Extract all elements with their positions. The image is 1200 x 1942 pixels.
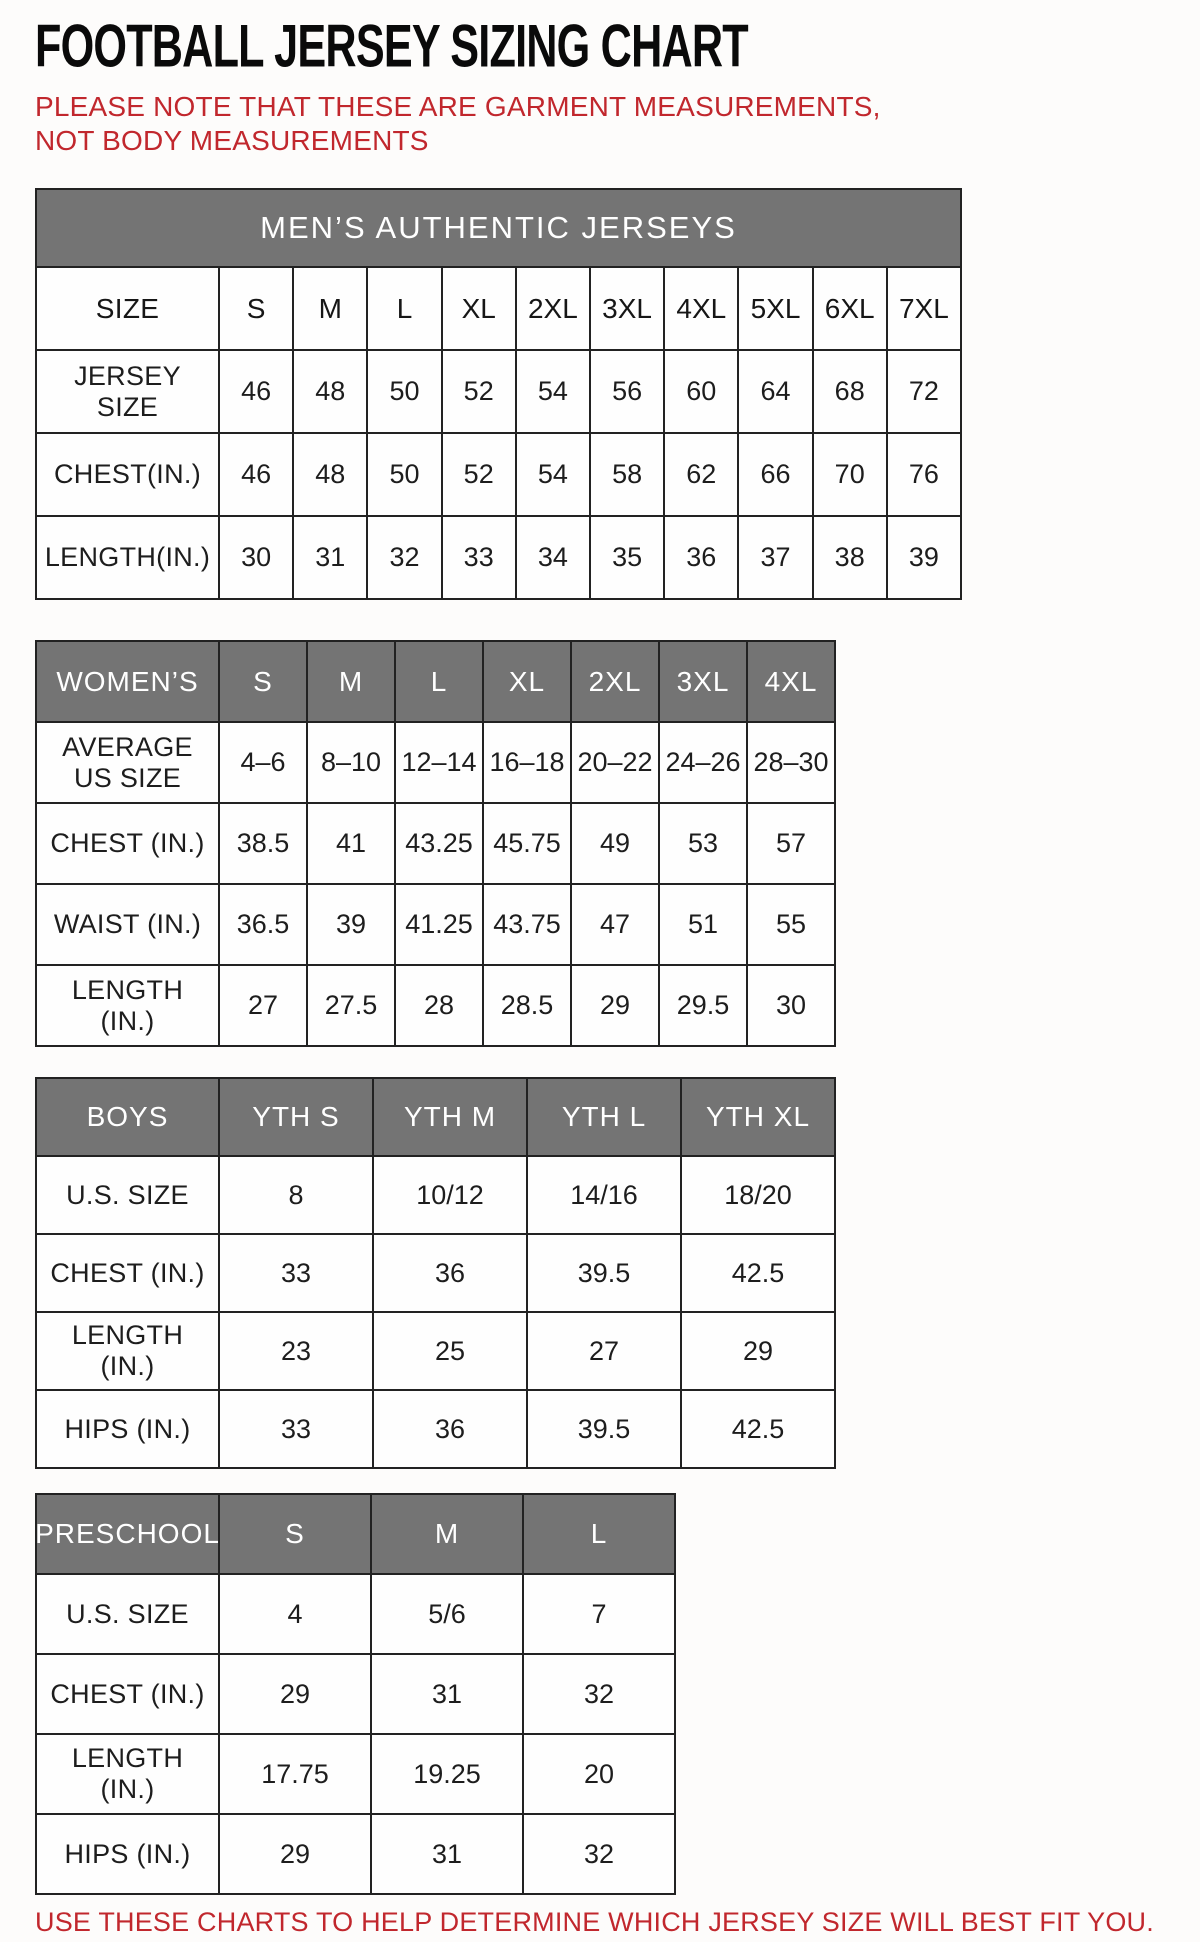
column-header-cell: YTH M (374, 1079, 526, 1155)
value-cell: 45.75 (484, 804, 570, 883)
row-label-cell: CHEST (IN.) (37, 1655, 218, 1733)
column-header-cell: XL (484, 642, 570, 721)
garment-measurements-note: PLEASE NOTE THAT THESE ARE GARMENT MEASUREMENTS, NOT BODY MEASUREMENTS (35, 91, 881, 157)
value-cell: 19.25 (372, 1735, 522, 1813)
value-cell: 17.75 (220, 1735, 370, 1813)
value-cell: 54 (517, 351, 589, 432)
value-cell: 49 (572, 804, 658, 883)
column-header-cell: 7XL (888, 268, 960, 349)
value-cell: 46 (220, 434, 292, 515)
footer-text: USE THESE CHARTS TO HELP DETERMINE WHICH JERSEY SIZE WILL BEST FIT YOU. (35, 1907, 1154, 1938)
column-header-cell: 2XL (572, 642, 658, 721)
row-label-cell: HIPS (IN.) (37, 1391, 218, 1467)
value-cell: 32 (524, 1815, 674, 1893)
column-header-cell: YTH L (528, 1079, 680, 1155)
value-cell: 27 (220, 966, 306, 1045)
value-cell: 41 (308, 804, 394, 883)
row-label-cell: CHEST (IN.) (37, 804, 218, 883)
value-cell: 68 (814, 351, 886, 432)
row-label-cell: CHEST(IN.) (37, 434, 218, 515)
value-cell: 54 (517, 434, 589, 515)
value-cell: 20 (524, 1735, 674, 1813)
table-banner: MEN’S AUTHENTIC JERSEYS (37, 190, 960, 266)
value-cell: 72 (888, 351, 960, 432)
value-cell: 35 (591, 517, 663, 598)
value-cell: 38 (814, 517, 886, 598)
value-cell: 32 (368, 517, 440, 598)
column-header-cell: L (524, 1495, 674, 1573)
column-header-cell: 6XL (814, 268, 886, 349)
row-label-cell: LENGTH(IN.) (37, 517, 218, 598)
value-cell: 39 (308, 885, 394, 964)
value-cell: 43.75 (484, 885, 570, 964)
page-title: FOOTBALL JERSEY SIZING CHART (35, 12, 748, 80)
value-cell: 28–30 (748, 723, 834, 802)
row-label-cell: U.S. SIZE (37, 1157, 218, 1233)
value-cell: 14/16 (528, 1157, 680, 1233)
row-label-cell: LENGTH (IN.) (37, 1313, 218, 1389)
value-cell: 31 (372, 1655, 522, 1733)
value-cell: 50 (368, 351, 440, 432)
value-cell: 33 (443, 517, 515, 598)
value-cell: 42.5 (682, 1235, 834, 1311)
value-cell: 56 (591, 351, 663, 432)
column-header-cell: SIZE (37, 268, 218, 349)
preschool-size-table (35, 1493, 676, 1895)
mens-size-table (35, 188, 962, 600)
value-cell: 48 (294, 434, 366, 515)
column-header-cell: 4XL (665, 268, 737, 349)
value-cell: 4 (220, 1575, 370, 1653)
value-cell: 64 (739, 351, 811, 432)
row-label-cell: HIPS (IN.) (37, 1815, 218, 1893)
value-cell: 31 (294, 517, 366, 598)
value-cell: 31 (372, 1815, 522, 1893)
value-cell: 76 (888, 434, 960, 515)
value-cell: 38.5 (220, 804, 306, 883)
column-header-cell: BOYS (37, 1079, 218, 1155)
column-header-cell: M (308, 642, 394, 721)
value-cell: 8–10 (308, 723, 394, 802)
boys-size-table (35, 1077, 836, 1469)
value-cell: 55 (748, 885, 834, 964)
value-cell: 43.25 (396, 804, 482, 883)
value-cell: 23 (220, 1313, 372, 1389)
value-cell: 33 (220, 1391, 372, 1467)
value-cell: 5/6 (372, 1575, 522, 1653)
value-cell: 57 (748, 804, 834, 883)
column-header-cell: 5XL (739, 268, 811, 349)
column-header-cell: M (294, 268, 366, 349)
value-cell: 30 (748, 966, 834, 1045)
value-cell: 36 (665, 517, 737, 598)
value-cell: 29 (572, 966, 658, 1045)
column-header-cell: L (368, 268, 440, 349)
column-header-cell: 2XL (517, 268, 589, 349)
value-cell: 28.5 (484, 966, 570, 1045)
column-header-cell: PRESCHOOL (37, 1495, 218, 1573)
value-cell: 8 (220, 1157, 372, 1233)
value-cell: 18/20 (682, 1157, 834, 1233)
value-cell: 39.5 (528, 1391, 680, 1467)
column-header-cell: 4XL (748, 642, 834, 721)
value-cell: 39.5 (528, 1235, 680, 1311)
value-cell: 4–6 (220, 723, 306, 802)
column-header-cell: WOMEN’S (37, 642, 218, 721)
column-header-cell: YTH XL (682, 1079, 834, 1155)
value-cell: 60 (665, 351, 737, 432)
value-cell: 66 (739, 434, 811, 515)
column-header-cell: L (396, 642, 482, 721)
value-cell: 58 (591, 434, 663, 515)
column-header-cell: XL (443, 268, 515, 349)
value-cell: 29 (220, 1655, 370, 1733)
value-cell: 51 (660, 885, 746, 964)
row-label-cell: WAIST (IN.) (37, 885, 218, 964)
column-header-cell: S (220, 642, 306, 721)
value-cell: 28 (396, 966, 482, 1045)
value-cell: 12–14 (396, 723, 482, 802)
value-cell: 48 (294, 351, 366, 432)
value-cell: 27 (528, 1313, 680, 1389)
value-cell: 27.5 (308, 966, 394, 1045)
column-header-cell: S (220, 1495, 370, 1573)
value-cell: 53 (660, 804, 746, 883)
column-header-cell: YTH S (220, 1079, 372, 1155)
column-header-cell: 3XL (660, 642, 746, 721)
value-cell: 25 (374, 1313, 526, 1389)
row-label-cell: LENGTH (IN.) (37, 966, 218, 1045)
value-cell: 30 (220, 517, 292, 598)
value-cell: 34 (517, 517, 589, 598)
value-cell: 29 (682, 1313, 834, 1389)
value-cell: 70 (814, 434, 886, 515)
value-cell: 46 (220, 351, 292, 432)
value-cell: 36 (374, 1391, 526, 1467)
value-cell: 20–22 (572, 723, 658, 802)
value-cell: 32 (524, 1655, 674, 1733)
row-label-cell: CHEST (IN.) (37, 1235, 218, 1311)
value-cell: 10/12 (374, 1157, 526, 1233)
value-cell: 42.5 (682, 1391, 834, 1467)
column-header-cell: M (372, 1495, 522, 1573)
value-cell: 16–18 (484, 723, 570, 802)
value-cell: 41.25 (396, 885, 482, 964)
value-cell: 39 (888, 517, 960, 598)
value-cell: 29.5 (660, 966, 746, 1045)
row-label-cell: LENGTH (IN.) (37, 1735, 218, 1813)
row-label-cell: U.S. SIZE (37, 1575, 218, 1653)
value-cell: 62 (665, 434, 737, 515)
row-label-cell: JERSEY SIZE (37, 351, 218, 432)
value-cell: 36.5 (220, 885, 306, 964)
value-cell: 33 (220, 1235, 372, 1311)
value-cell: 47 (572, 885, 658, 964)
value-cell: 29 (220, 1815, 370, 1893)
value-cell: 37 (739, 517, 811, 598)
value-cell: 24–26 (660, 723, 746, 802)
womens-size-table (35, 640, 836, 1047)
value-cell: 52 (443, 351, 515, 432)
value-cell: 7 (524, 1575, 674, 1653)
value-cell: 36 (374, 1235, 526, 1311)
value-cell: 50 (368, 434, 440, 515)
column-header-cell: 3XL (591, 268, 663, 349)
row-label-cell: AVERAGE US SIZE (37, 723, 218, 802)
column-header-cell: S (220, 268, 292, 349)
value-cell: 52 (443, 434, 515, 515)
